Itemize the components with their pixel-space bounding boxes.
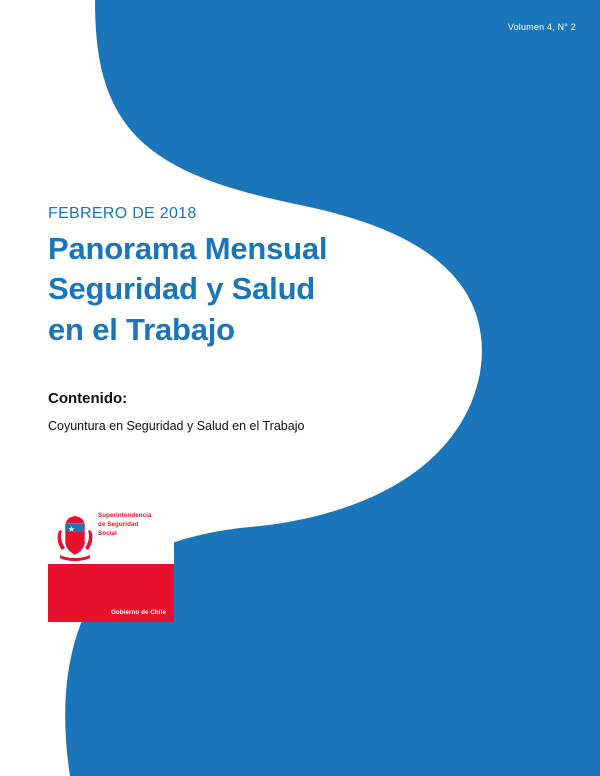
government-logo: [48, 502, 174, 622]
contents-list: [48, 417, 468, 436]
chile-coat-of-arms-icon: [54, 508, 96, 564]
logo-government-label: Gobierno de Chile: [111, 609, 166, 616]
page-title-line-3: en el Trabajo: [48, 311, 235, 347]
logo-institution-text: [98, 512, 152, 539]
page-title-line-1: Panorama Mensual: [48, 231, 328, 266]
page-title-line-2: Seguridad y Salud: [48, 271, 316, 307]
logo-institution-line-1: Superintendencia: [98, 512, 152, 519]
logo-institution-line-3: Social: [98, 529, 117, 537]
page-title: [48, 229, 468, 350]
logo-bottom-section: [48, 564, 174, 622]
cover-content-block: [48, 205, 468, 436]
contents-heading: Contenido:: [48, 389, 128, 407]
logo-institution-line-2: de Seguridad: [98, 520, 139, 528]
issue-date: FEBRERO DE 2018: [48, 205, 197, 222]
list-item: Coyuntura en Seguridad y Salud en el Trabajo: [48, 418, 305, 433]
logo-top-section: [48, 502, 174, 564]
volume-label: Volumen 4, N° 2: [507, 22, 576, 32]
